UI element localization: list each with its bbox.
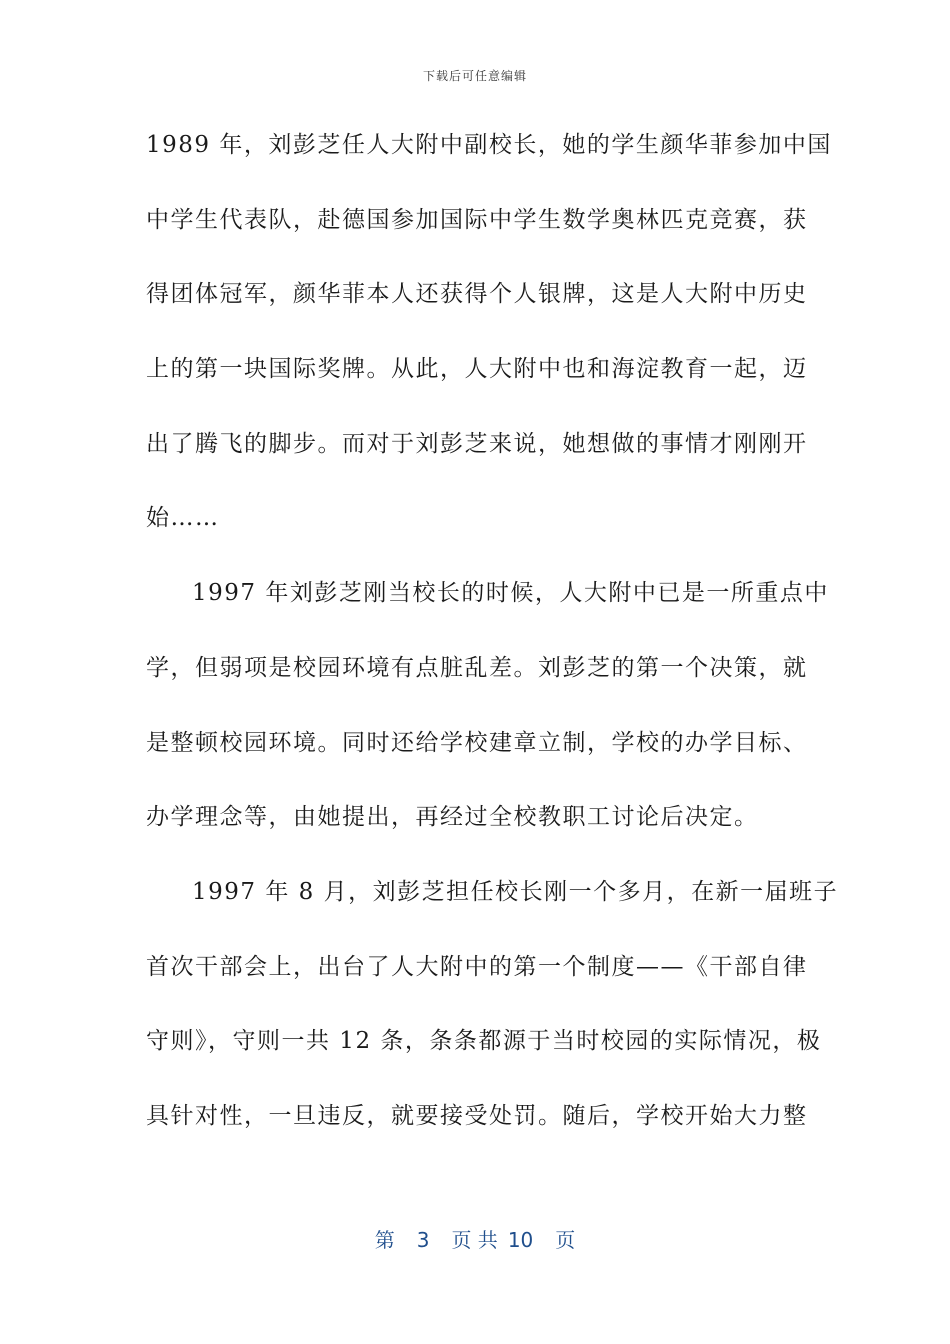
text-line: 上的第一块国际奖牌。从此，人大附中也和海淀教育一起，迈	[146, 356, 808, 383]
text-line: 具针对性，一旦违反，就要接受处罚。随后，学校开始大力整	[146, 1102, 808, 1129]
header-note: 下载后可任意编辑	[422, 69, 527, 83]
text-line: 首次干部会上，出台了人大附中的第一个制度——《干部自律	[146, 953, 808, 980]
text-line: 得团体冠军，颜华菲本人还获得个人银牌，这是人大附中历史	[146, 281, 808, 308]
paragraph-first-line: 1997 年刘彭芝刚当校长的时候，人大附中已是一所重点中	[192, 580, 829, 607]
footer-suffix: 页	[555, 1228, 576, 1252]
footer-total-pages: 10	[507, 1228, 534, 1252]
page-footer	[0, 1224, 950, 1253]
paragraph-first-line: 1997 年 8 月，刘彭芝担任校长刚一个多月，在新一届班子	[192, 878, 839, 905]
footer-prefix: 第	[374, 1228, 395, 1252]
text-line: 办学理念等，由她提出，再经过全校教职工讨论后决定。	[146, 804, 759, 831]
text-line: 守则》，守则一共 12 条，条条都源于当时校园的实际情况，极	[146, 1028, 822, 1055]
text-line: 是整顿校园环境。同时还给学校建章立制，学校的办学目标、	[146, 729, 808, 756]
footer-middle: 页 共	[451, 1228, 498, 1252]
text-line: 中学生代表队，赴德国参加国际中学生数学奥林匹克竞赛，获	[146, 206, 808, 233]
document-body	[146, 120, 839, 1166]
text-line: 1989 年，刘彭芝任人大附中副校长，她的学生颜华菲参加中国	[146, 132, 832, 158]
footer-current-page: 3	[416, 1228, 430, 1252]
text-line: 出了腾飞的脚步。而对于刘彭芝来说，她想做的事情才刚刚开	[146, 430, 808, 457]
text-line: 始……	[146, 505, 220, 532]
text-line: 学，但弱项是校园环境有点脏乱差。刘彭芝的第一个决策，就	[146, 654, 808, 681]
